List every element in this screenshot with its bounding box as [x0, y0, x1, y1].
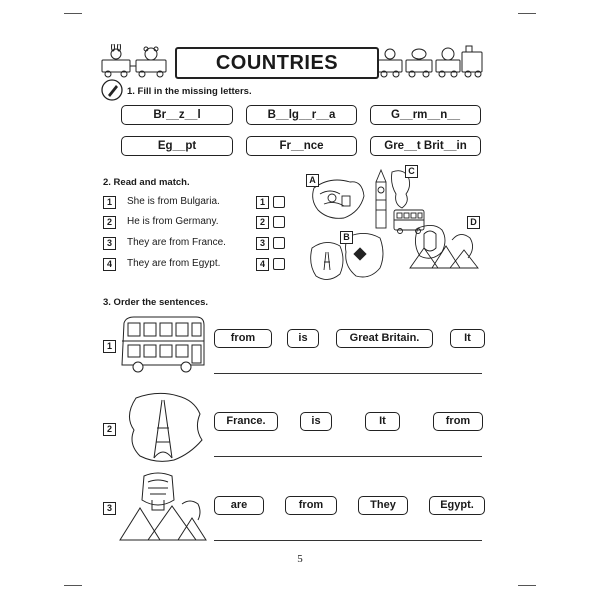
- answer-line: [214, 540, 482, 541]
- crop-mark: [64, 13, 82, 14]
- answer-box[interactable]: [273, 237, 285, 249]
- sentence-word-chip[interactable]: is: [300, 412, 332, 431]
- answer-number: 1: [256, 196, 269, 209]
- map-label: B: [340, 231, 353, 244]
- sentence-word-chip[interactable]: is: [287, 329, 319, 348]
- answer-box[interactable]: [273, 258, 285, 270]
- section1-heading: 1. Fill in the missing letters.: [127, 86, 252, 97]
- sentence-word-chip[interactable]: They: [358, 496, 408, 515]
- sentence-word-chip[interactable]: from: [433, 412, 483, 431]
- row-number: 2: [103, 423, 116, 436]
- crop-mark: [518, 585, 536, 586]
- animal-train-right-illustration: [376, 44, 486, 78]
- missing-letters-word: Br__z__l: [121, 105, 233, 125]
- section2-heading: 2. Read and match.: [103, 177, 190, 188]
- answer-line: [214, 456, 482, 457]
- sentence-word-chip[interactable]: Great Britain.: [336, 329, 433, 348]
- sentence-word-chip[interactable]: Egypt.: [429, 496, 485, 515]
- missing-letters-word: B__lg__r__a: [246, 105, 357, 125]
- item-number: 1: [103, 196, 116, 209]
- answer-number: 2: [256, 216, 269, 229]
- row-number: 1: [103, 340, 116, 353]
- answer-box[interactable]: [273, 216, 285, 228]
- sentence-word-chip[interactable]: It: [450, 329, 485, 348]
- sentence-word-chip[interactable]: from: [285, 496, 337, 515]
- answer-line: [214, 373, 482, 374]
- sentence-word-chip[interactable]: It: [365, 412, 400, 431]
- egypt-pharaoh-pyramids-illustration: [118, 470, 210, 544]
- match-sentence: They are from France.: [127, 237, 226, 248]
- sentence-word-chip[interactable]: from: [214, 329, 272, 348]
- answer-box[interactable]: [273, 196, 285, 208]
- match-sentence: They are from Egypt.: [127, 258, 221, 269]
- double-decker-bus-illustration: [118, 315, 206, 373]
- animal-train-left-illustration: [100, 44, 172, 78]
- missing-letters-word: Gre__t Brit__in: [370, 136, 481, 156]
- missing-letters-word: G__rm__n__: [370, 105, 481, 125]
- page-number: 5: [297, 553, 303, 565]
- sentence-word-chip[interactable]: France.: [214, 412, 278, 431]
- match-sentence: She is from Bulgaria.: [127, 196, 220, 207]
- sentence-word-chip[interactable]: are: [214, 496, 264, 515]
- map-label: C: [405, 165, 418, 178]
- france-eiffel-tower-illustration: [118, 388, 208, 468]
- answer-number: 4: [256, 258, 269, 271]
- item-number: 2: [103, 216, 116, 229]
- crop-mark: [64, 585, 82, 586]
- missing-letters-word: Fr__nce: [246, 136, 357, 156]
- section3-heading: 3. Order the sentences.: [103, 297, 209, 308]
- match-sentence: He is from Germany.: [127, 216, 219, 227]
- crop-mark: [518, 13, 536, 14]
- answer-number: 3: [256, 237, 269, 250]
- pencil-icon: [101, 79, 123, 101]
- item-number: 4: [103, 258, 116, 271]
- map-label: D: [467, 216, 480, 229]
- row-number: 3: [103, 502, 116, 515]
- page-title: COUNTRIES: [175, 47, 379, 79]
- countries-map-collage: [300, 168, 488, 296]
- map-label: A: [306, 174, 319, 187]
- missing-letters-word: Eg__pt: [121, 136, 233, 156]
- item-number: 3: [103, 237, 116, 250]
